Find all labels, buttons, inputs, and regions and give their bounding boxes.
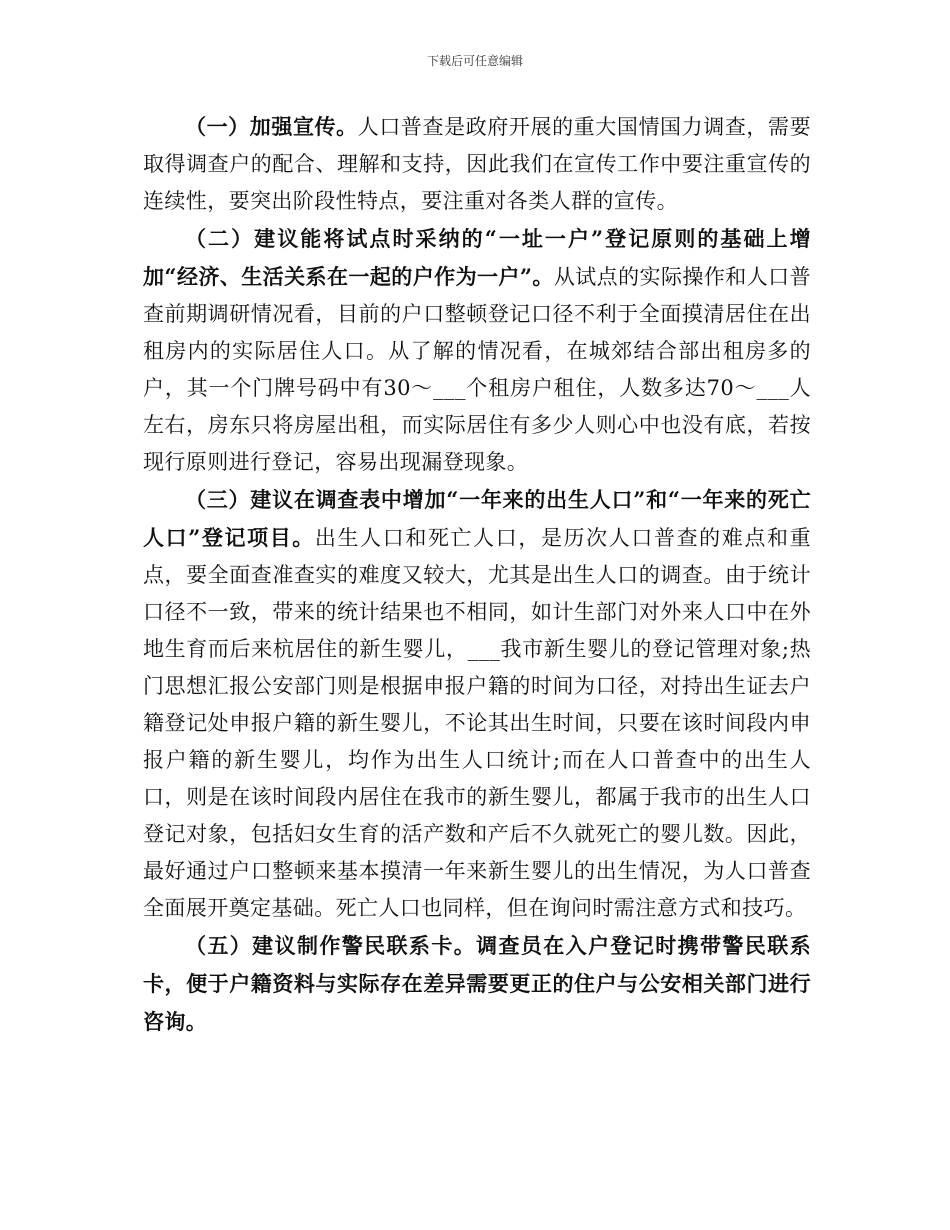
page-header: 下载后可任意编辑 xyxy=(426,54,523,68)
paragraph-2-text: 从试点的实际操作和人口普查前期调研情况看，目前的户口整顿登记口径不利于全面摸清居住在出租房内的实际居住人口。从了解的情况看，在城郊结合部出租房多的户，其一个门牌号码中有30～___个租房户租住，人数多达70～___人左右，房东只将房屋出租，而实际居住有多少人则心中也没有底，若按现行原则进行登记，容易出现漏登现象。 xyxy=(143,265,811,474)
document-body xyxy=(143,108,811,1041)
paragraph-3 xyxy=(143,481,811,927)
paragraph-1-heading: （一）加强宣传。 xyxy=(185,114,358,139)
paragraph-3-heading: （三）建议在调查表中增加“一年来的出生人口”和“一年来的死亡人口”登记项目。 xyxy=(143,487,811,550)
paragraph-1-text: 人口普查是政府开展的重大国情国力调查，需要取得调查户的配合、理解和支持，因此我们在宣传工作中要注重宣传的连续性，要突出阶段性特点，要注重对各类人群的宣传。 xyxy=(143,115,811,213)
paragraph-2-heading: （二）建议能将试点时采纳的“一址一户”登记原则的基础上增加“经济、生活关系在一起的户作为一户”。 xyxy=(143,226,811,289)
paragraph-4 xyxy=(143,927,811,1041)
paragraph-4-heading: （五）建议制作警民联系卡。调查员在入户登记时携带警民联系卡，便于户籍资料与实际存在差异需要更正的住户与公安相关部门进行咨询。 xyxy=(143,933,811,1034)
paragraph-2 xyxy=(143,220,811,481)
paragraph-1 xyxy=(143,108,811,220)
paragraph-3-text: 出生人口和死亡人口，是历次人口普查的难点和重点，要全面查准查实的难度又较大，尤其是出生人口的调查。由于统计口径不一致，带来的统计结果也不相同，如计生部门对外来人口中在外地生育而后来杭居住的新生婴儿，___我市新生婴儿的登记管理对象;热门思想汇报公安部门则是根据申报户籍的时间为口径，对持出生证去户籍登记处申报户籍的新生婴儿，不论其出生时间，只要在该时间段内申报户籍的新生婴儿，均作为出生人口统计;而在人口普查中的出生人口，则是在该时间段内居住在我市的新生婴儿，都属于我市的出生人口登记对象，包括妇女生育的活产数和产后不久就死亡的婴儿数。因此，最好通过户口整顿来基本摸清一年来新生婴儿的出生情况，为人口普查全面展开奠定基础。死亡人口也同样，但在询问时需注意方式和技巧。 xyxy=(143,526,811,920)
